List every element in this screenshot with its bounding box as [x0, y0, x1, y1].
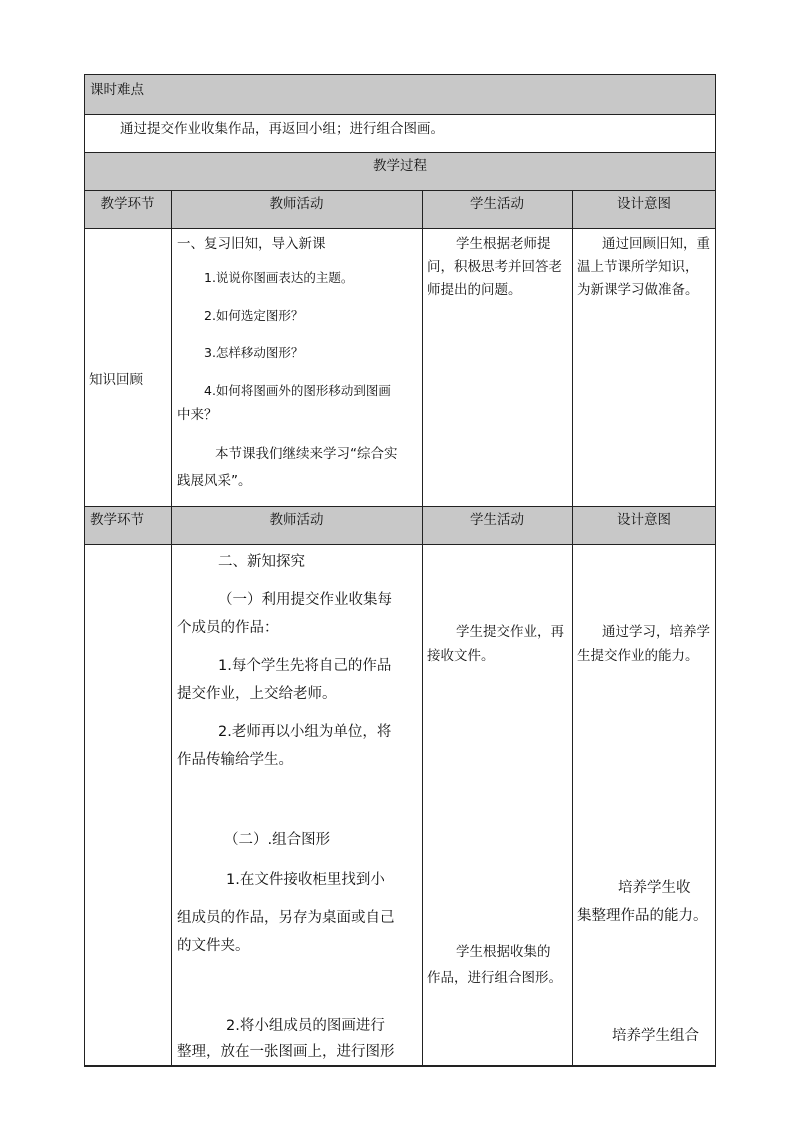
header-student: 学生活动 — [470, 512, 524, 528]
review-intent-line: 为新课学习做准备。 — [577, 282, 699, 298]
table-border — [84, 74, 716, 1067]
explore-student-line: 接收文件。 — [427, 648, 495, 664]
review-student-line: 师提出的问题。 — [427, 282, 522, 298]
explore-teacher-line: 作品传输给学生。 — [177, 752, 293, 768]
explore-intent-line: 培养学生收 — [618, 880, 691, 896]
review-stage: 知识回顾 — [89, 372, 143, 388]
explore-intent-line: 生提交作业的能力。 — [577, 648, 699, 664]
review-teacher-line: 中来？ — [177, 407, 218, 423]
explore-teacher-line: 个成员的作品： — [177, 620, 279, 636]
review-student-line: 问，积极思考并回答老 — [427, 259, 562, 275]
explore-teacher-line: 1.在文件接收柜里找到小 — [226, 872, 385, 888]
explore-teacher-line: 1.每个学生先将自己的作品 — [218, 658, 392, 674]
review-teacher-line: 2.如何选定图形？ — [204, 308, 304, 323]
difficulty-content: 通过提交作业收集作品，再返回小组；进行组合图画。 — [120, 121, 444, 137]
review-teacher-line: 4.如何将图画外的图形移动到图画 — [204, 383, 391, 398]
explore-teacher-line: 的文件夹。 — [177, 938, 250, 954]
explore-intent-line: 通过学习，培养学 — [602, 624, 710, 640]
header-teacher: 教师活动 — [269, 196, 324, 212]
explore-student-line: 作品，进行组合图形。 — [427, 970, 562, 986]
explore-teacher-line: 提交作业，上交给老师。 — [177, 686, 337, 702]
header-stage: 教学环节 — [90, 512, 144, 528]
difficulty-label: 课时难点 — [90, 82, 144, 98]
explore-intent-line: 集整理作品的能力。 — [577, 908, 708, 924]
explore-teacher-line: （二）.组合图形 — [224, 832, 331, 848]
review-teacher-line: 3.怎样移动图形？ — [204, 345, 304, 360]
review-intent-line: 通过回顾旧知，重 — [602, 236, 710, 252]
review-teacher-line: 本节课我们继续来学习“综合实 — [215, 446, 398, 462]
header-stage: 教学环节 — [100, 196, 155, 212]
review-teacher-line: 一、复习旧知，导入新课 — [177, 236, 326, 252]
review-teacher-line: 践展风采”。 — [177, 473, 252, 489]
header-intent: 设计意图 — [617, 512, 671, 528]
explore-intent-line: 培养学生组合 — [612, 1028, 699, 1044]
review-student-line: 学生根据老师提 — [456, 236, 551, 252]
explore-teacher-line: 二、新知探究 — [218, 554, 305, 570]
review-teacher-line: 1.说说你图画表达的主题。 — [204, 270, 354, 285]
explore-teacher-line: 2.老师再以小组为单位，将 — [218, 724, 392, 740]
explore-teacher-line: 2.将小组成员的图画进行 — [226, 1018, 385, 1034]
explore-student-line: 学生根据收集的 — [456, 944, 551, 960]
explore-teacher-line: （一）利用提交作业收集每 — [218, 592, 392, 608]
process-title: 教学过程 — [373, 158, 427, 174]
header-intent: 设计意图 — [617, 196, 671, 212]
review-intent-line: 温上节课所学知识， — [577, 259, 699, 275]
header-student: 学生活动 — [470, 196, 524, 212]
explore-teacher-line: 组成员的作品，另存为桌面或自己 — [177, 910, 395, 926]
explore-teacher-line: 整理，放在一张图画上，进行图形 — [177, 1044, 395, 1060]
header-teacher: 教师活动 — [269, 512, 324, 528]
explore-student-line: 学生提交作业，再 — [456, 624, 564, 640]
